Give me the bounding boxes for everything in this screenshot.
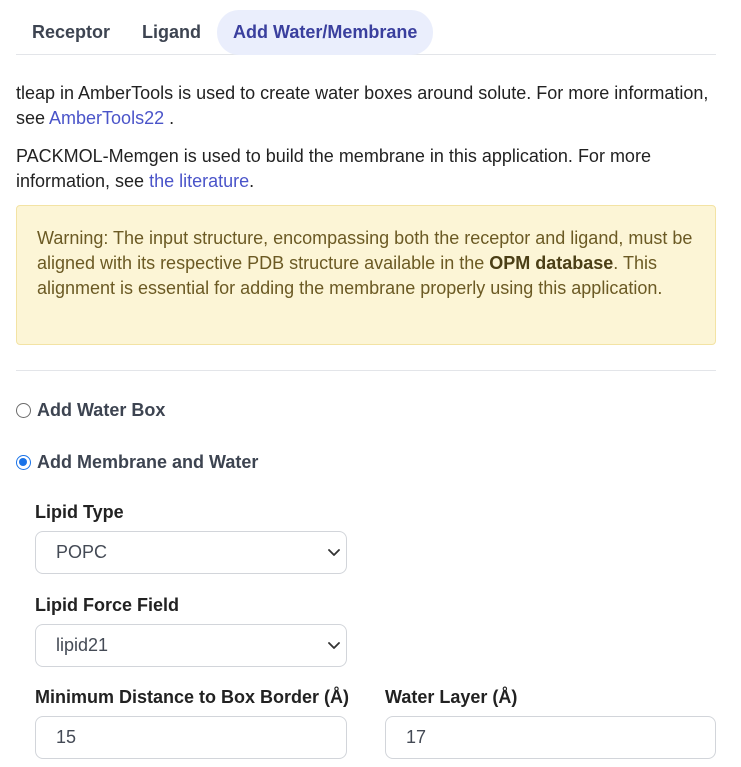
chevron-down-icon — [328, 641, 340, 651]
water-layer-value: 17 — [406, 727, 427, 747]
opm-database-text: OPM database — [489, 253, 614, 273]
add-membrane-water-option[interactable] — [16, 452, 258, 473]
tleap-suffix: . — [164, 108, 175, 128]
chevron-down-icon — [328, 548, 340, 558]
warning-prefix: Warning: The input structure, encompassing both the receptor and ligand, must be aligned with its respective PDB structure available in the — [37, 228, 693, 273]
water-box-label: Add Water Box — [37, 400, 166, 420]
tab-ligand[interactable]: Ligand — [142, 22, 202, 42]
min-distance-label: Minimum Distance to Box Border (Å) — [35, 687, 350, 707]
water-layer-input[interactable] — [385, 716, 716, 759]
tab-add-water-membrane[interactable]: Add Water/Membrane — [217, 10, 433, 55]
divider — [16, 370, 716, 371]
min-distance-input[interactable] — [35, 716, 347, 759]
tab-receptor[interactable]: Receptor — [32, 22, 111, 42]
packmol-suffix: . — [249, 171, 255, 191]
warning-suffix: . This alignment is essential for adding the membrane properly using this application. — [37, 253, 663, 298]
packmol-text: PACKMOL-Memgen is used to build the membrane in this application. For more information, see — [16, 146, 651, 191]
lipid-type-select[interactable] — [35, 531, 347, 574]
tleap-info — [16, 81, 716, 131]
tab-bar — [16, 10, 716, 55]
tleap-text: tleap in AmberTools is used to create water boxes around solute. For more information, see — [16, 83, 709, 128]
lipid-force-field-select[interactable] — [35, 624, 347, 667]
packmol-info — [16, 144, 716, 194]
membrane-water-label: Add Membrane and Water — [37, 452, 259, 472]
water-box-radio[interactable] — [16, 403, 31, 418]
water-layer-label: Water Layer (Å) — [385, 687, 518, 707]
min-distance-value: 15 — [56, 727, 77, 747]
lipid-type-value: POPC — [56, 542, 108, 562]
lipid-force-field-label: Lipid Force Field — [35, 595, 180, 615]
add-water-box-option[interactable] — [16, 400, 165, 421]
warning-alert — [16, 205, 716, 345]
literature-link[interactable]: the literature — [149, 171, 250, 191]
membrane-water-radio[interactable] — [16, 455, 31, 470]
ambertools-link[interactable]: AmberTools22 — [49, 108, 165, 128]
lipid-force-field-value: lipid21 — [56, 635, 109, 655]
lipid-type-label: Lipid Type — [35, 502, 124, 522]
